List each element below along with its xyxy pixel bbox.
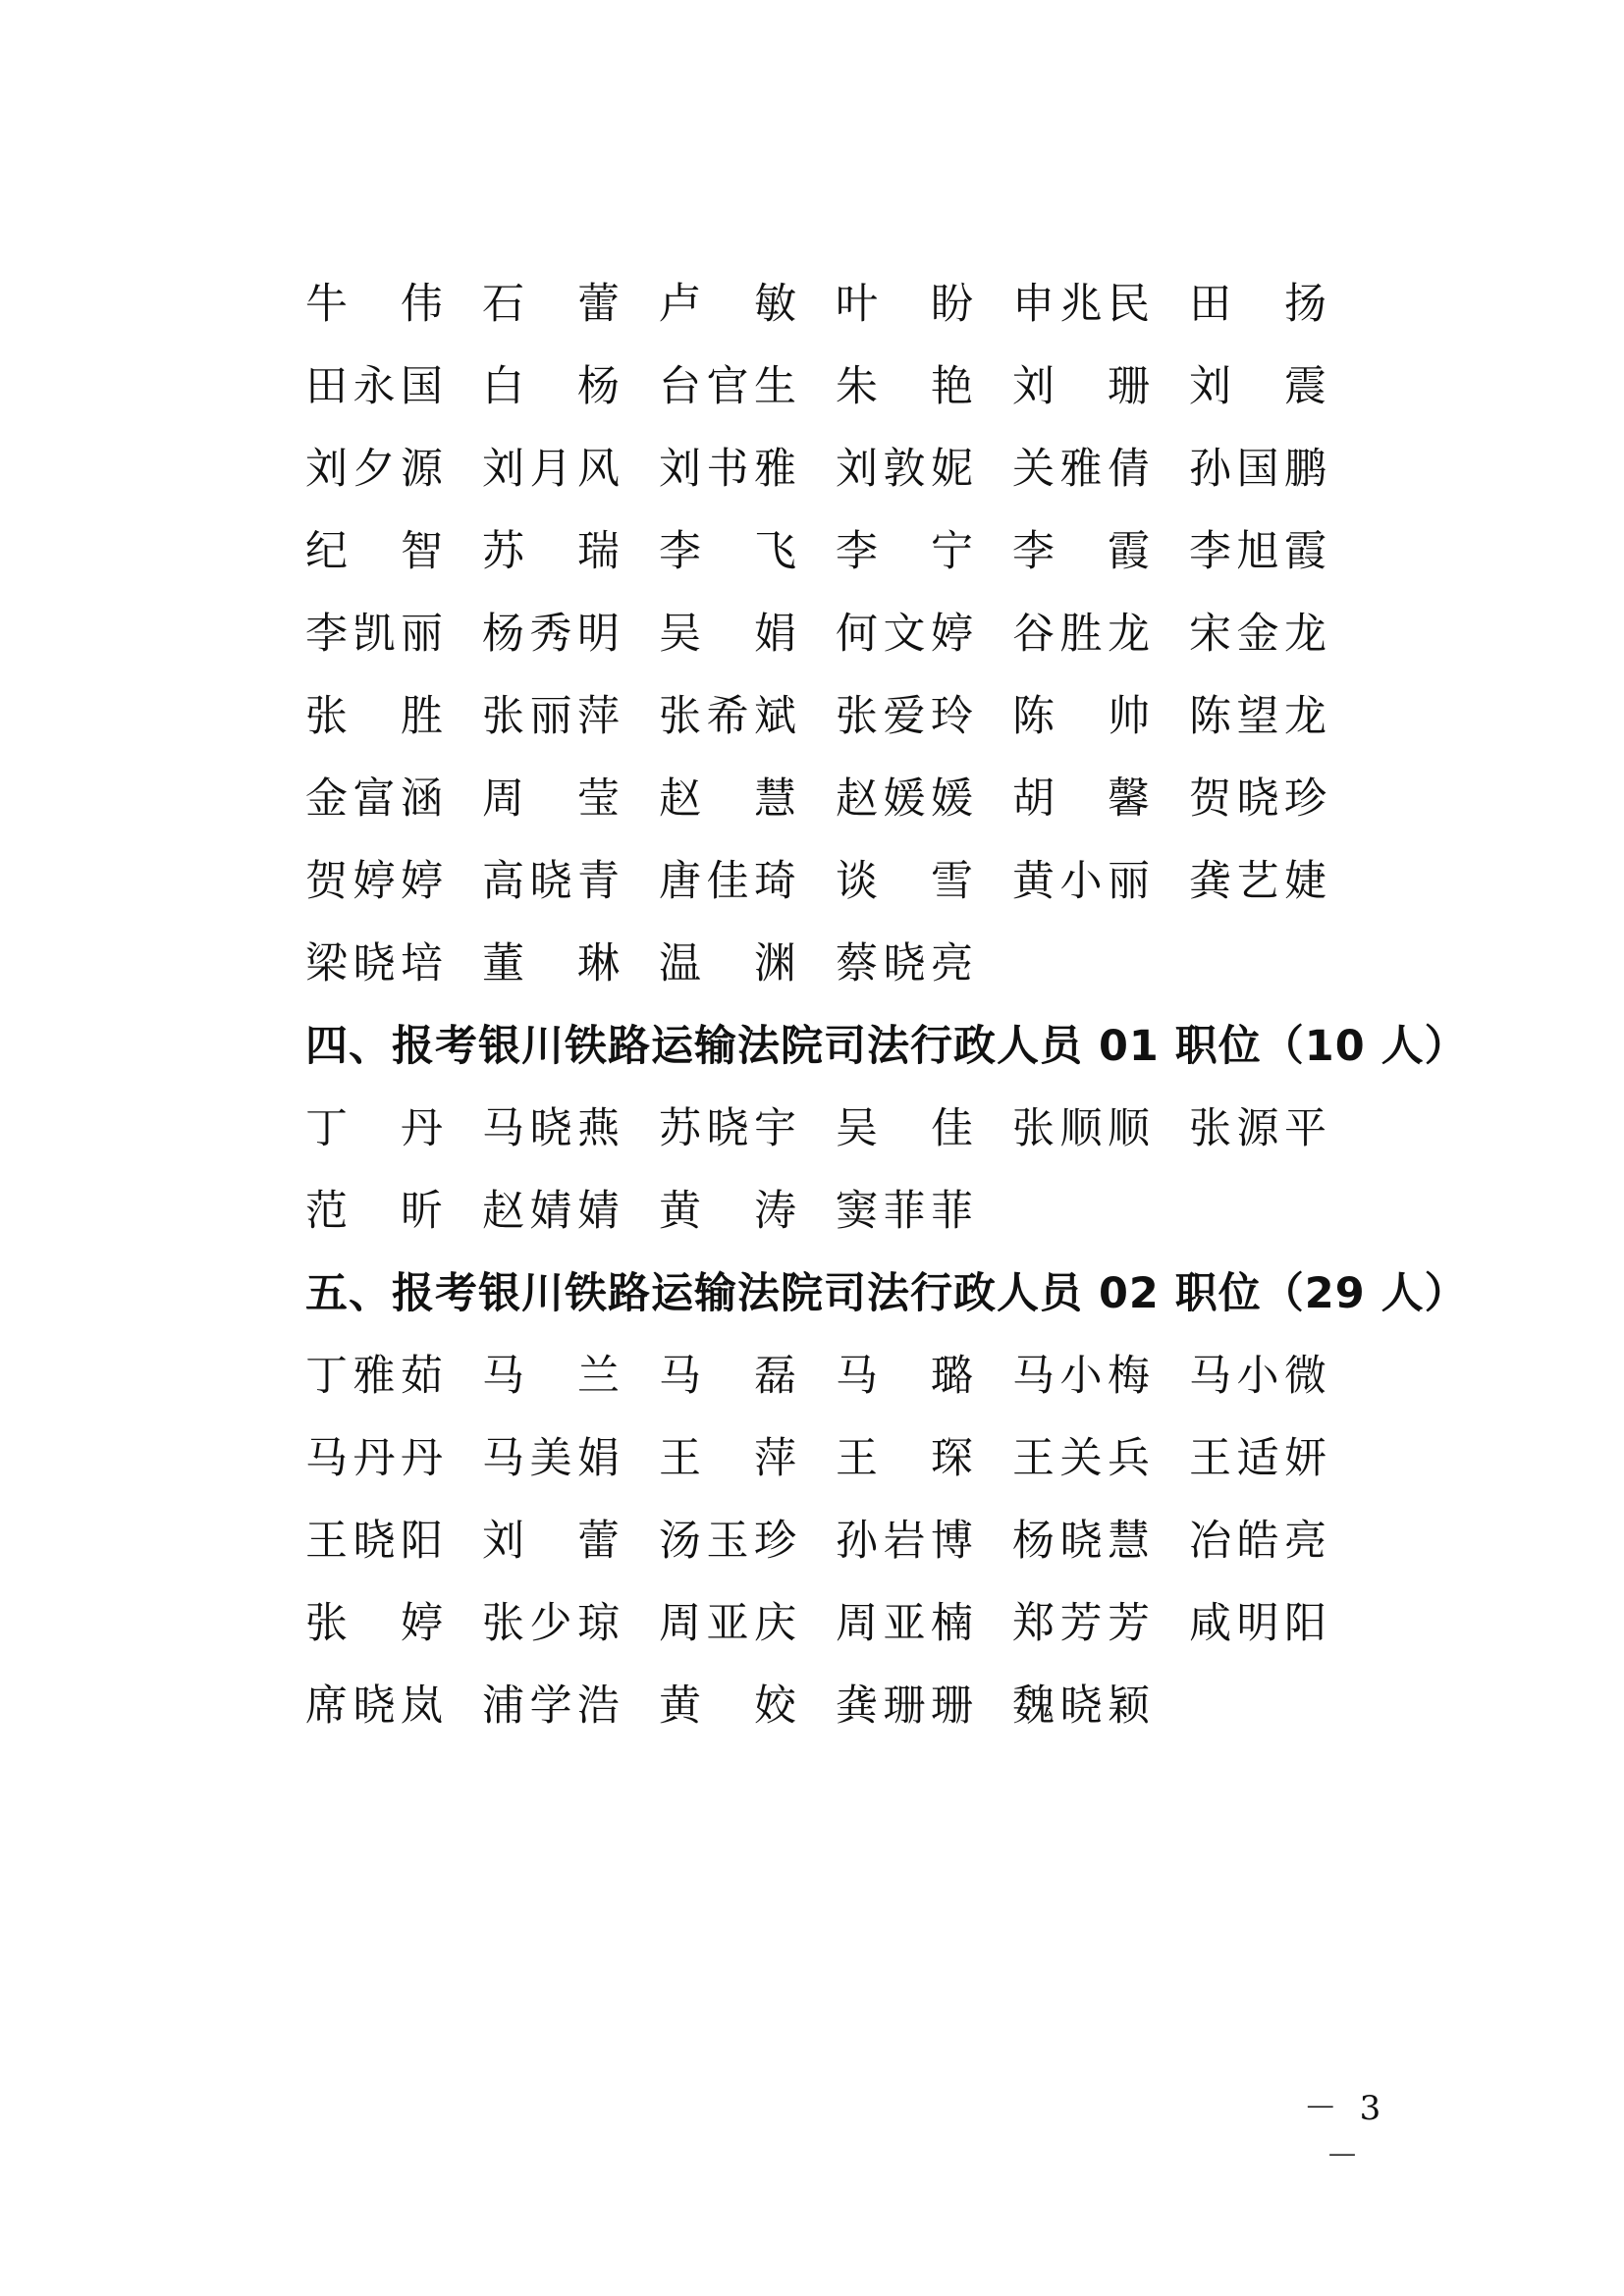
name-entry: 关 雅 倩 <box>1012 445 1150 494</box>
name-entry: 张 爱 玲 <box>836 692 973 741</box>
name-entry: 朱 艳 <box>836 362 973 411</box>
name-entry: 窦 菲 菲 <box>836 1187 973 1236</box>
name-entry: 杨 晓 慧 <box>1012 1517 1150 1566</box>
name-entry: 王 萍 <box>659 1434 796 1483</box>
name-entry: 马 兰 <box>482 1352 620 1401</box>
name-row <box>305 263 1385 346</box>
name-entry: 周 莹 <box>482 774 620 824</box>
name-row <box>305 923 1385 1005</box>
name-entry: 李 飞 <box>659 527 796 576</box>
name-entry: 马 磊 <box>659 1352 796 1401</box>
name-entry: 宋 金 龙 <box>1189 610 1326 659</box>
name-entry: 李 霞 <box>1012 527 1150 576</box>
name-entry: 何 文 婷 <box>836 610 973 659</box>
name-entry: 台 官 生 <box>659 362 796 411</box>
name-entry: 赵 媛 媛 <box>836 774 973 824</box>
name-entry: 马 晓 燕 <box>482 1104 620 1153</box>
name-entry: 温 渊 <box>659 939 796 988</box>
name-entry: 魏 晓 颖 <box>1012 1682 1150 1731</box>
name-entry: 浦 学 浩 <box>482 1682 620 1731</box>
name-entry: 王 琛 <box>836 1434 973 1483</box>
name-entry: 张 源 平 <box>1189 1104 1326 1153</box>
name-entry: 张 少 琼 <box>482 1599 620 1648</box>
name-entry: 陈 帅 <box>1012 692 1150 741</box>
name-entry: 黄 姣 <box>659 1682 796 1731</box>
section-heading: 四、报考银川铁路运输法院司法行政人员 01 职位（10 人） <box>305 1022 1468 1071</box>
name-row <box>305 346 1385 428</box>
name-row <box>305 675 1385 758</box>
name-entry: 周 亚 庆 <box>659 1599 796 1648</box>
name-entry: 刘 震 <box>1189 362 1326 411</box>
name-entry: 牛 伟 <box>305 280 443 329</box>
name-entry: 卢 敏 <box>659 280 796 329</box>
name-entry: 张 顺 顺 <box>1012 1104 1150 1153</box>
name-entry: 纪 智 <box>305 527 443 576</box>
name-entry: 苏 晓 宇 <box>659 1104 796 1153</box>
name-entry: 马 美 娟 <box>482 1434 620 1483</box>
name-entry: 王 适 妍 <box>1189 1434 1326 1483</box>
name-entry: 刘 书 雅 <box>659 445 796 494</box>
name-entry: 范 昕 <box>305 1187 443 1236</box>
name-entry: 吴 佳 <box>836 1104 973 1153</box>
name-row <box>305 428 1385 510</box>
name-row <box>305 1335 1385 1417</box>
name-entry: 王 关 兵 <box>1012 1434 1150 1483</box>
name-row <box>305 1088 1385 1170</box>
name-entry: 张 胜 <box>305 692 443 741</box>
name-entry: 刘 月 风 <box>482 445 620 494</box>
name-entry: 白 杨 <box>482 362 620 411</box>
name-entry: 丁 雅 茹 <box>305 1352 443 1401</box>
name-entry: 马 丹 丹 <box>305 1434 443 1483</box>
name-entry: 龚 艺 婕 <box>1189 857 1326 906</box>
page-number: － 3 － <box>1303 2089 1387 2176</box>
name-row <box>305 1665 1385 1747</box>
name-entry: 叶 盼 <box>836 280 973 329</box>
name-entry: 田 扬 <box>1189 280 1326 329</box>
name-row <box>305 1582 1385 1665</box>
name-entry: 张 婷 <box>305 1599 443 1648</box>
name-entry: 孙 岩 博 <box>836 1517 973 1566</box>
name-entry: 赵 婧 婧 <box>482 1187 620 1236</box>
name-entry: 高 晓 青 <box>482 857 620 906</box>
name-entry: 谈 雪 <box>836 857 973 906</box>
name-entry: 李 旭 霞 <box>1189 527 1326 576</box>
name-entry: 吴 娟 <box>659 610 796 659</box>
name-entry: 刘 蕾 <box>482 1517 620 1566</box>
name-row <box>305 758 1385 840</box>
name-entry: 张 希 斌 <box>659 692 796 741</box>
name-entry: 赵 慧 <box>659 774 796 824</box>
name-entry: 李 凯 丽 <box>305 610 443 659</box>
name-entry: 陈 望 龙 <box>1189 692 1326 741</box>
name-entry: 贺 婷 婷 <box>305 857 443 906</box>
name-entry: 丁 丹 <box>305 1104 443 1153</box>
name-entry: 杨 秀 明 <box>482 610 620 659</box>
name-entry: 马 小 微 <box>1189 1352 1326 1401</box>
name-row <box>305 840 1385 923</box>
name-entry: 郑 芳 芳 <box>1012 1599 1150 1648</box>
name-entry: 黄 小 丽 <box>1012 857 1150 906</box>
name-row <box>305 593 1385 675</box>
name-row <box>305 510 1385 593</box>
name-row <box>305 1500 1385 1582</box>
name-entry: 汤 玉 珍 <box>659 1517 796 1566</box>
name-entry: 梁 晓 培 <box>305 939 443 988</box>
name-entry: 胡 馨 <box>1012 774 1150 824</box>
name-entry: 李 宁 <box>836 527 973 576</box>
name-entry: 刘 珊 <box>1012 362 1150 411</box>
name-entry: 申 兆 民 <box>1012 280 1150 329</box>
name-entry: 石 蕾 <box>482 280 620 329</box>
name-entry: 王 晓 阳 <box>305 1517 443 1566</box>
name-entry: 苏 瑞 <box>482 527 620 576</box>
name-entry: 贺 晓 珍 <box>1189 774 1326 824</box>
name-entry: 席 晓 岚 <box>305 1682 443 1731</box>
name-entry: 刘 敦 妮 <box>836 445 973 494</box>
name-list-content <box>305 263 1468 1747</box>
name-entry: 谷 胜 龙 <box>1012 610 1150 659</box>
name-entry: 龚 珊 珊 <box>836 1682 973 1731</box>
name-entry: 田 永 国 <box>305 362 443 411</box>
name-entry: 蔡 晓 亮 <box>836 939 973 988</box>
name-entry: 刘 夕 源 <box>305 445 443 494</box>
name-entry: 张 丽 萍 <box>482 692 620 741</box>
name-entry: 黄 涛 <box>659 1187 796 1236</box>
name-entry: 孙 国 鹏 <box>1189 445 1326 494</box>
name-entry: 马 小 梅 <box>1012 1352 1150 1401</box>
name-entry: 咸 明 阳 <box>1189 1599 1326 1648</box>
name-entry: 唐 佳 琦 <box>659 857 796 906</box>
name-row <box>305 1417 1385 1500</box>
section-heading: 五、报考银川铁路运输法院司法行政人员 02 职位（29 人） <box>305 1269 1468 1318</box>
name-entry: 董 琳 <box>482 939 620 988</box>
name-entry: 周 亚 楠 <box>836 1599 973 1648</box>
name-entry: 冶 皓 亮 <box>1189 1517 1326 1566</box>
name-row <box>305 1170 1385 1253</box>
name-entry: 马 璐 <box>836 1352 973 1401</box>
name-entry: 金 富 涵 <box>305 774 443 824</box>
